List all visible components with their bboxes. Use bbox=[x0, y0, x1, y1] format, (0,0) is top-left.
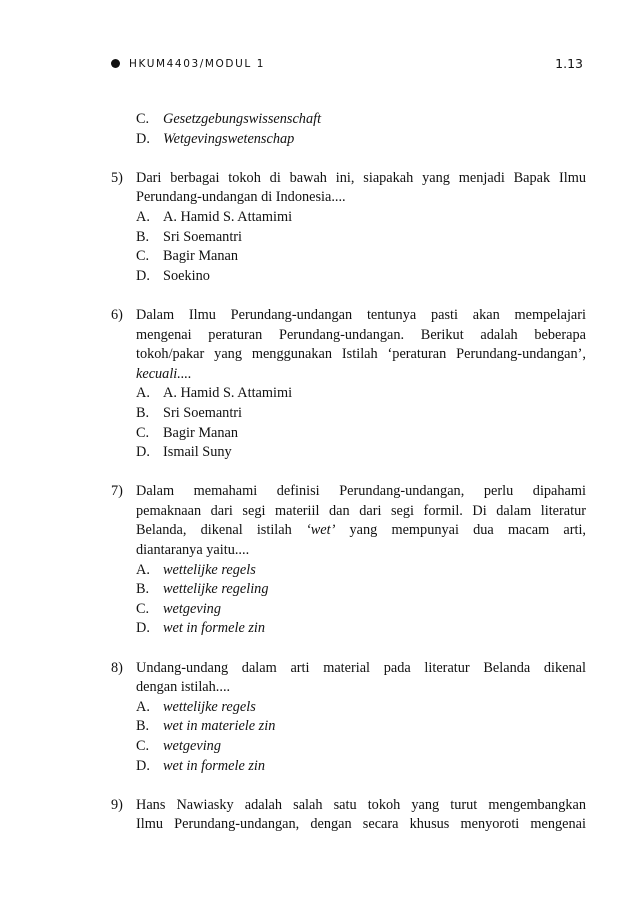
option-letter: C. bbox=[136, 600, 150, 617]
option-letter: B. bbox=[136, 581, 150, 598]
question-text: diantaranya yaitu.... bbox=[136, 542, 250, 559]
question-9-line bbox=[0, 796, 638, 816]
question-text-part: yang mempunyai dua macam arti, bbox=[349, 522, 587, 539]
option-c bbox=[0, 110, 638, 130]
question-text bbox=[136, 521, 586, 541]
option-text: Sri Soemantri bbox=[163, 228, 243, 245]
option-letter: B. bbox=[136, 718, 150, 735]
option-text: wetgeving bbox=[163, 738, 221, 754]
option-text: A. Hamid S. Attamimi bbox=[163, 208, 293, 225]
option-letter: B. bbox=[136, 404, 150, 421]
option-c bbox=[0, 424, 638, 444]
option-text: wet in formele zin bbox=[163, 757, 266, 774]
question-number: 7) bbox=[111, 483, 123, 500]
question-6-line bbox=[0, 365, 638, 385]
question-text: Dalam memahami definisi Perundang-undangan, perlu dipahami bbox=[136, 483, 586, 500]
option-text: Soekino bbox=[163, 267, 210, 284]
module-code: HKUM4403/MODUL 1 bbox=[129, 58, 266, 70]
option-letter: D. bbox=[136, 130, 150, 147]
option-letter: D. bbox=[136, 620, 150, 637]
question-text-part: Belanda, dikenal istilah bbox=[136, 522, 292, 539]
question-7-line bbox=[0, 541, 638, 561]
question-number: 6) bbox=[111, 306, 123, 323]
question-number: 9) bbox=[111, 796, 123, 813]
option-text: wettelijke regels bbox=[163, 561, 256, 578]
question-6-line bbox=[0, 326, 638, 346]
question-text: Hans Nawiasky adalah salah satu tokoh yang turut mengembangkan bbox=[136, 796, 586, 813]
option-letter: A. bbox=[136, 561, 150, 578]
option-text: Bagir Manan bbox=[163, 424, 239, 441]
question-6-line bbox=[0, 306, 638, 326]
question-number: 5) bbox=[111, 169, 123, 186]
option-b bbox=[0, 404, 638, 424]
option-a bbox=[0, 561, 638, 581]
question-7-line bbox=[0, 482, 638, 502]
question-term: ‘wet’ bbox=[305, 522, 336, 539]
option-d bbox=[0, 443, 638, 463]
question-text: kecuali.... bbox=[136, 365, 192, 382]
option-text: wettelijke regels bbox=[163, 698, 256, 715]
question-text: dengan istilah.... bbox=[136, 679, 231, 696]
option-text: Sri Soemantri bbox=[163, 404, 243, 421]
question-6-line bbox=[0, 345, 638, 365]
option-letter: C. bbox=[136, 111, 150, 127]
option-letter: D. bbox=[136, 444, 150, 461]
option-text: A. Hamid S. Attamimi bbox=[163, 385, 293, 402]
option-letter: B. bbox=[136, 228, 150, 245]
option-d bbox=[0, 267, 638, 287]
question-text: Perundang-undangan di Indonesia.... bbox=[136, 189, 346, 206]
option-b bbox=[0, 717, 638, 737]
option-letter: A. bbox=[136, 698, 150, 715]
option-text: wetgeving bbox=[163, 600, 221, 617]
page-number: 1.13 bbox=[555, 56, 583, 71]
option-c bbox=[0, 600, 638, 620]
bullet-icon bbox=[111, 59, 120, 68]
option-text: Wetgevingswetenschap bbox=[163, 130, 295, 147]
question-number: 8) bbox=[111, 659, 123, 676]
question-7-line bbox=[0, 521, 638, 541]
option-text: Bagir Manan bbox=[163, 248, 239, 265]
option-letter: A. bbox=[136, 385, 150, 402]
question-list bbox=[0, 110, 638, 835]
option-text: Ismail Suny bbox=[163, 444, 232, 461]
question-text: pemaknaan dari segi materiil dan dari segi formil. Di dalam literatur bbox=[136, 502, 586, 519]
question-text: Dari berbagai tokoh di bawah ini, siapakah yang menjadi Bapak Ilmu bbox=[136, 169, 586, 186]
option-letter: A. bbox=[136, 208, 150, 225]
question-text: Undang-undang dalam arti material pada literatur Belanda dikenal bbox=[136, 659, 586, 676]
question-7-line bbox=[0, 502, 638, 522]
question-text: Dalam Ilmu Perundang-undangan tentunya pasti akan mempelajari bbox=[136, 306, 586, 323]
option-c bbox=[0, 247, 638, 267]
option-d bbox=[0, 757, 638, 777]
option-a bbox=[0, 208, 638, 228]
question-text: mengenai peraturan Perundang-undangan. Berikut adalah beberapa bbox=[136, 326, 586, 343]
option-text: Gesetzgebungswissenschaft bbox=[163, 111, 322, 127]
option-d bbox=[0, 619, 638, 639]
option-letter: C. bbox=[136, 424, 150, 441]
question-5-line bbox=[0, 188, 638, 208]
question-text: Ilmu Perundang-undangan, dengan secara khusus menyoroti mengenai bbox=[136, 816, 586, 833]
option-text: wet in materiele zin bbox=[163, 718, 276, 735]
option-d bbox=[0, 130, 638, 150]
option-a bbox=[0, 698, 638, 718]
page-header bbox=[111, 55, 583, 75]
option-b bbox=[0, 580, 638, 600]
option-c bbox=[0, 737, 638, 757]
question-text: tokoh/pakar yang menggunakan Istilah ‘peraturan Perundang-undangan’, bbox=[136, 346, 586, 363]
option-letter: C. bbox=[136, 738, 150, 754]
question-9-line bbox=[0, 815, 638, 835]
question-8-line bbox=[0, 678, 638, 698]
option-letter: C. bbox=[136, 248, 150, 265]
question-5-line bbox=[0, 169, 638, 189]
option-b bbox=[0, 228, 638, 248]
question-8-line bbox=[0, 659, 638, 679]
option-text: wet in formele zin bbox=[163, 620, 266, 637]
option-letter: D. bbox=[136, 267, 150, 284]
option-letter: D. bbox=[136, 757, 150, 774]
option-text: wettelijke regeling bbox=[163, 581, 269, 598]
option-a bbox=[0, 384, 638, 404]
